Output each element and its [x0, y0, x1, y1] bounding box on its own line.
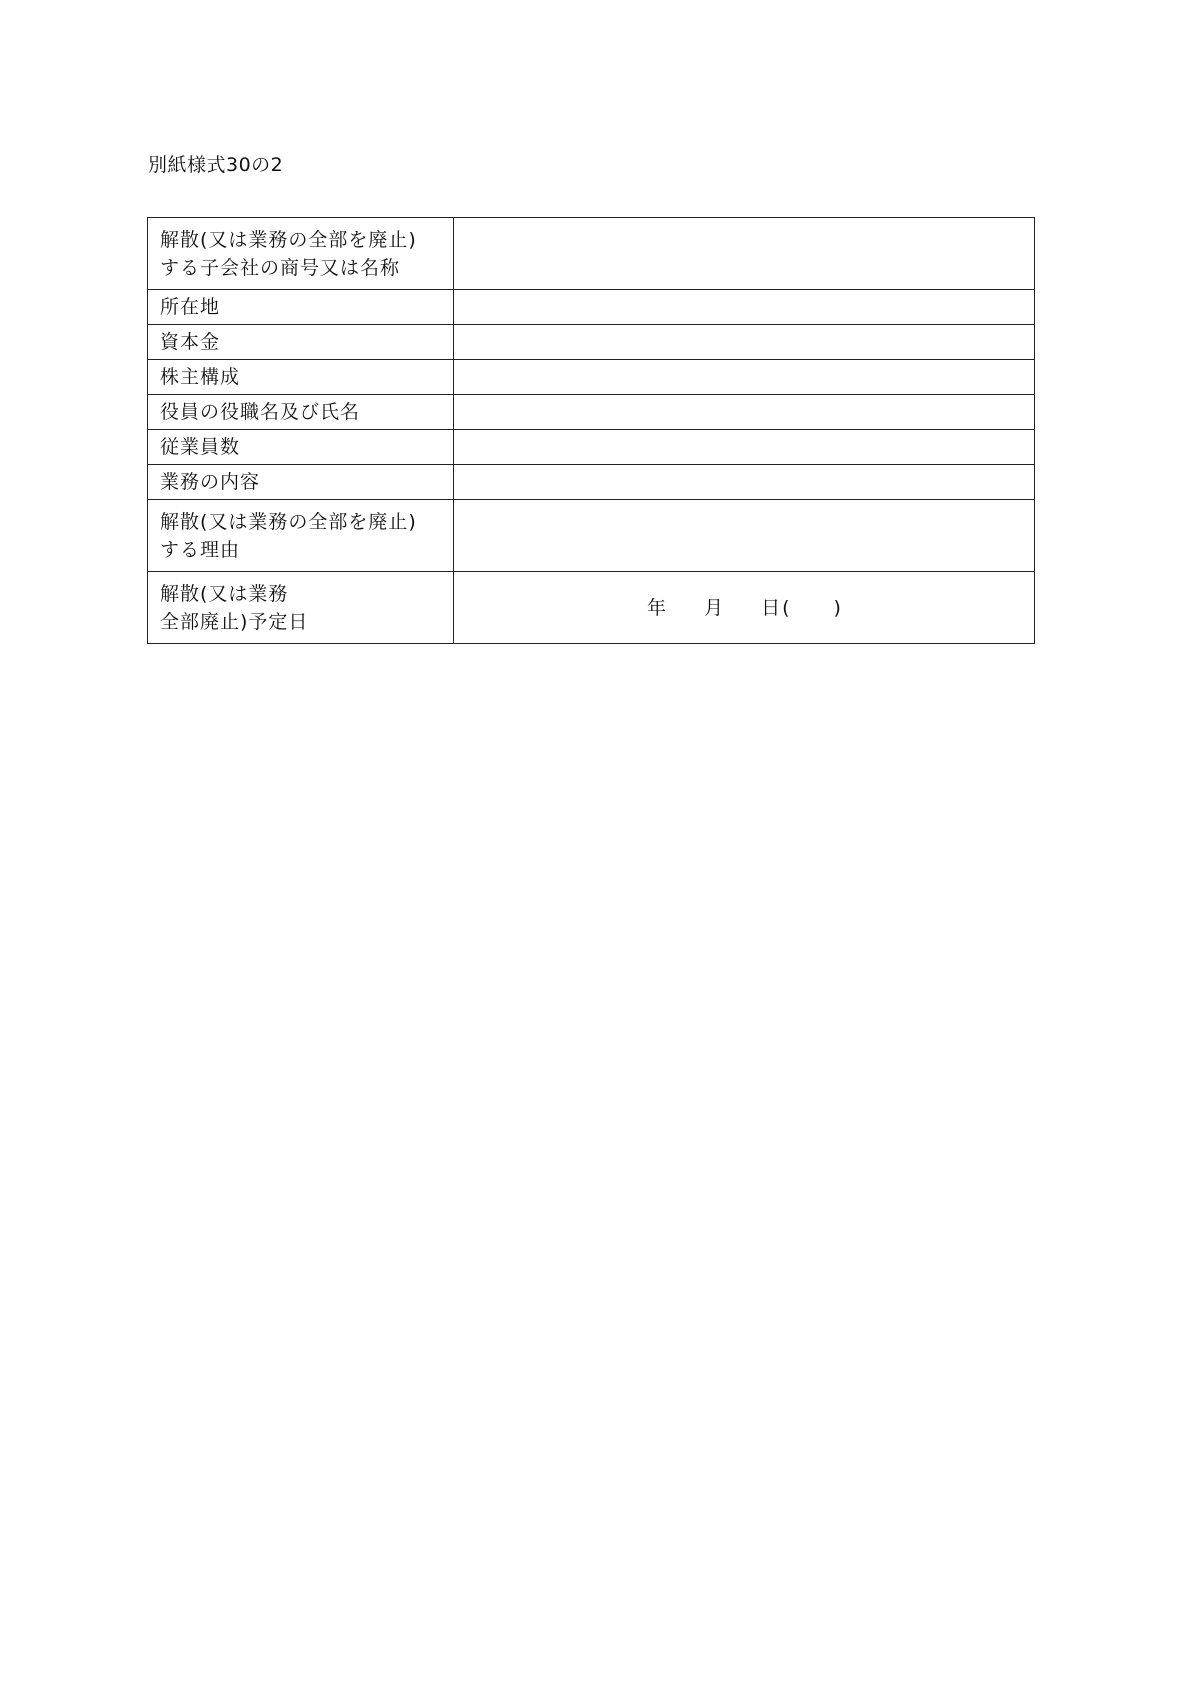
value-shareholders[interactable]	[454, 360, 1035, 395]
date-year-label: 年	[647, 596, 667, 619]
date-day-label: 日	[761, 596, 781, 619]
form-table	[147, 217, 1035, 644]
date-weekday-close: )	[833, 596, 841, 619]
table-row-reason	[148, 500, 1035, 572]
label-capital: 資本金	[148, 325, 454, 360]
label-officers: 役員の役職名及び氏名	[148, 395, 454, 430]
value-capital[interactable]	[454, 325, 1035, 360]
value-company-name[interactable]	[454, 218, 1035, 290]
label-line: 解散(又は業務の全部を廃止)	[160, 228, 417, 251]
table-row-company-name	[148, 218, 1035, 290]
label-line: 解散(又は業務	[160, 582, 289, 605]
label-business: 業務の内容	[148, 465, 454, 500]
label-line: 全部廃止)予定日	[160, 610, 309, 633]
date-month-label: 月	[704, 596, 724, 619]
value-business[interactable]	[454, 465, 1035, 500]
label-line: 解散(又は業務の全部を廃止)	[160, 510, 417, 533]
value-officers[interactable]	[454, 395, 1035, 430]
label-shareholders: 株主構成	[148, 360, 454, 395]
value-employees[interactable]	[454, 430, 1035, 465]
date-weekday-open: (	[782, 596, 790, 619]
label-line: する理由	[160, 538, 241, 561]
table-row-scheduled-date	[148, 572, 1035, 644]
label-location: 所在地	[148, 290, 454, 325]
value-location[interactable]	[454, 290, 1035, 325]
table-row-shareholders	[148, 360, 1035, 395]
label-reason	[148, 500, 454, 572]
label-scheduled-date	[148, 572, 454, 644]
table-row-officers	[148, 395, 1035, 430]
table-row-location	[148, 290, 1035, 325]
table-row-capital	[148, 325, 1035, 360]
label-line: する子会社の商号又は名称	[160, 256, 401, 279]
table-row-employees	[148, 430, 1035, 465]
date-field[interactable]	[454, 594, 1034, 622]
label-company-name	[148, 218, 454, 290]
label-employees: 従業員数	[148, 430, 454, 465]
table-row-business	[148, 465, 1035, 500]
value-scheduled-date[interactable]	[454, 572, 1035, 644]
value-reason[interactable]	[454, 500, 1035, 572]
form-number-title: 別紙様式30の2	[148, 154, 284, 176]
